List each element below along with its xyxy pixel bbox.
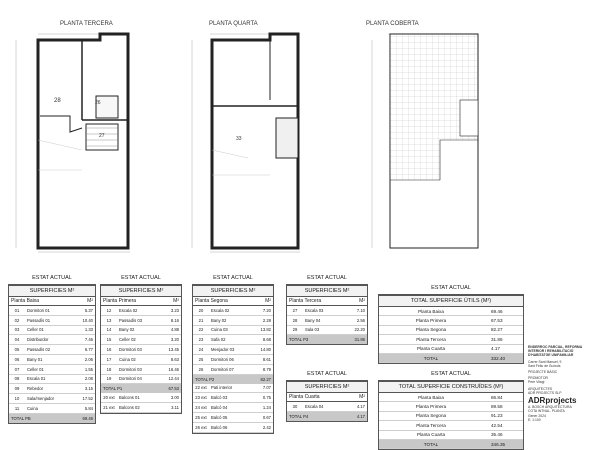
table-title: ESTAT ACTUAL (32, 275, 72, 281)
table-total-construides (378, 371, 524, 450)
table-title: ESTAT ACTUAL (307, 371, 347, 377)
promoter-name: Pere Vilagi (528, 380, 545, 385)
table-row: 15 Celler 02 3.20 (101, 335, 181, 345)
table-row: 13 Passadís 03 8.16 (101, 316, 181, 326)
table-row: 17 Cuina 02 8.63 (101, 355, 181, 365)
table-total-row: TOTAL P2 82.27 (195, 376, 271, 382)
table-row: 23 Safa 02 8.68 (193, 335, 273, 345)
table-total-row: TOTAL 346.35 (379, 440, 523, 449)
table-title: ESTAT ACTUAL (431, 371, 471, 377)
column-header: Planta Cuarta (289, 394, 320, 400)
table-row: 24 ext Balcó 04 1.24 (193, 403, 273, 413)
table-row: 30 Escala 04 4.17 (287, 402, 367, 412)
project-title-line: INTERIOR I REHABILITACIÓ (528, 349, 574, 354)
table-planta-quarta (286, 371, 368, 422)
table-planta-primera (100, 275, 182, 414)
table-row: 05 Passadís 02 6.77 (9, 345, 95, 355)
table-row: 20 ext Balcons 01 3.00 (101, 393, 181, 403)
column-header: M² (173, 298, 179, 304)
table-row: 22 ext Pati interior 7.07 (193, 384, 273, 394)
table-subtitle: SUPERFICIES M² (101, 285, 181, 297)
table-row: 12 Escala 02 3.23 (101, 306, 181, 316)
table-subtitle: SUPERFICIES M² (287, 285, 367, 297)
footer-line: COTA INTNAL. PLANTA (528, 409, 565, 414)
table-title: ESTAT ACTUAL (307, 275, 347, 281)
project-title-line: D'HABITATGE UNIFAMILIAR (528, 353, 574, 358)
table-total-row: TOTAL P1 67.53 (103, 386, 179, 392)
plan-coberta-title: PLANTA COBERTA (366, 21, 419, 27)
table-row: Planta Primera 67.53 (379, 316, 523, 325)
footer-line: Gener 2024 (528, 413, 546, 418)
table-planta-tercera (286, 275, 368, 345)
column-header: Planta Segona (195, 298, 228, 304)
table-row: 01 Dormitori 01 5.37 (9, 306, 95, 316)
table-row: 26 Dormitori 07 8.79 (193, 365, 273, 375)
table-row: 18 Dormitori 03 16.46 (101, 365, 181, 375)
column-header: M² (265, 298, 271, 304)
plan-coberta (372, 34, 478, 248)
table-row: Planta Segona 82.27 (379, 326, 523, 335)
column-header: M² (359, 394, 365, 400)
table-row: Planta Tercera 31.86 (379, 335, 523, 344)
column-header: Planta Baixa (11, 298, 40, 304)
table-subtitle: SUPERFICIES M² (287, 381, 367, 393)
table-row: 08 Escala 01 2.08 (9, 375, 95, 385)
plan-quarta-title: PLANTA QUARTA (209, 21, 258, 27)
table-row: 28 Bany 04 2.56 (287, 316, 367, 326)
table-row: 21 Bany 02 2.28 (193, 316, 273, 326)
footer-line: A. BOSCH ARQUITECTURA (528, 405, 572, 410)
table-row: 16 Dormitori 03 13.45 (101, 345, 181, 355)
table-row: 26 ext Balcó 06 2.42 (193, 423, 273, 433)
plan-tercera (16, 34, 130, 252)
address-line: Carrer Sant Manuel, 9 (528, 359, 562, 364)
table-row: 22 Cuina 03 13.82 (193, 326, 273, 336)
table-row: Planta Segona 91.23 (379, 412, 523, 421)
table-subtitle: TOTAL SUPERFICIE CONSTRUÏDES (M²) (379, 381, 523, 393)
room-label: 26 (95, 100, 101, 106)
promoter-label: PROMOTOR (528, 376, 548, 381)
table-subtitle: SUPERFICIES M² (193, 285, 273, 297)
table-row: 20 Escala 02 7.20 (193, 306, 273, 316)
table-row: 10 Sala/menjador 17.52 (9, 394, 95, 404)
table-row: Planta Cuarta 35.46 (379, 431, 523, 440)
table-planta-segona (192, 275, 274, 434)
table-planta-baixa (8, 275, 96, 424)
table-total-row: TOTAL P4 4.17 (289, 413, 365, 419)
room-label: 33 (236, 136, 242, 142)
table-total-row: TOTAL 332.40 (379, 354, 523, 363)
table-subtitle: TOTAL SUPERFICIE ÚTILS (M²) (379, 295, 523, 307)
column-header: M² (359, 298, 365, 304)
table-row: 03 Celler 01 1.33 (9, 326, 95, 336)
studio-logo: ADRprojects (528, 396, 577, 406)
plan-quarta (192, 34, 300, 252)
table-row: 25 Dormitori 06 8.61 (193, 355, 273, 365)
table-row: 21 ext Balcons 02 3.11 (101, 403, 181, 413)
project-title-line: ENDERROC PARCIAL, REFORMA (528, 345, 583, 349)
table-title: ESTAT ACTUAL (213, 275, 253, 281)
table-row: Planta Tercera 42.54 (379, 421, 523, 430)
table-total-row: TOTAL P3 31.86 (289, 337, 365, 343)
column-header: Planta Tercera (289, 298, 322, 304)
column-header: Planta Primera (103, 298, 137, 304)
table-row: 11 Cuina 5.84 (9, 404, 95, 414)
architects-name: ADR PROJECTS SLP (528, 390, 562, 395)
table-row: 23 ext Balcó 03 0.75 (193, 393, 273, 403)
architects-label: ARQUITECTES (528, 386, 553, 391)
table-row: Planta Primera 89.58 (379, 402, 523, 411)
table-row: 27 Escala 03 7.10 (287, 306, 367, 316)
table-title: ESTAT ACTUAL (431, 285, 471, 291)
table-row: 24 Menjador 03 14.80 (193, 345, 273, 355)
footer-line: E: 1:100 (528, 417, 541, 422)
table-row: 06 Bany 01 2.06 (9, 355, 95, 365)
plan-tercera-title: PLANTA TERCERA (60, 21, 113, 27)
room-label: 28 (54, 98, 61, 104)
table-total-row: TOTAL PB 69.46 (11, 415, 93, 421)
address-line: Sant Feliu de Guíxols (528, 363, 561, 368)
table-row: Planta Baixa 86.84 (379, 393, 523, 402)
project-phase: PROJECTE BÀSIC (528, 370, 558, 375)
table-row: 19 Dormitori 04 12.44 (101, 375, 181, 385)
table-row: Planta Baixa 69.46 (379, 307, 523, 316)
table-row: 29 Sala 03 22.20 (287, 326, 367, 336)
table-row: 25 ext Balcó 05 0.67 (193, 413, 273, 423)
title-block (528, 345, 600, 422)
table-row: 09 Rebedor 3.15 (9, 384, 95, 394)
table-title: ESTAT ACTUAL (121, 275, 161, 281)
table-subtitle: SUPERFICIES M² (9, 285, 95, 297)
table-row: Planta Cuarta 4.17 (379, 345, 523, 354)
column-header: M² (87, 298, 93, 304)
table-total-utils (378, 285, 524, 364)
table-row: 04 Distribuïdor 7.46 (9, 335, 95, 345)
table-row: 14 Bany 02 4.88 (101, 326, 181, 336)
table-row: 07 Celler 01 1.55 (9, 365, 95, 375)
room-label: 27 (99, 133, 105, 139)
table-row: 02 Passadís 01 10.40 (9, 316, 95, 326)
